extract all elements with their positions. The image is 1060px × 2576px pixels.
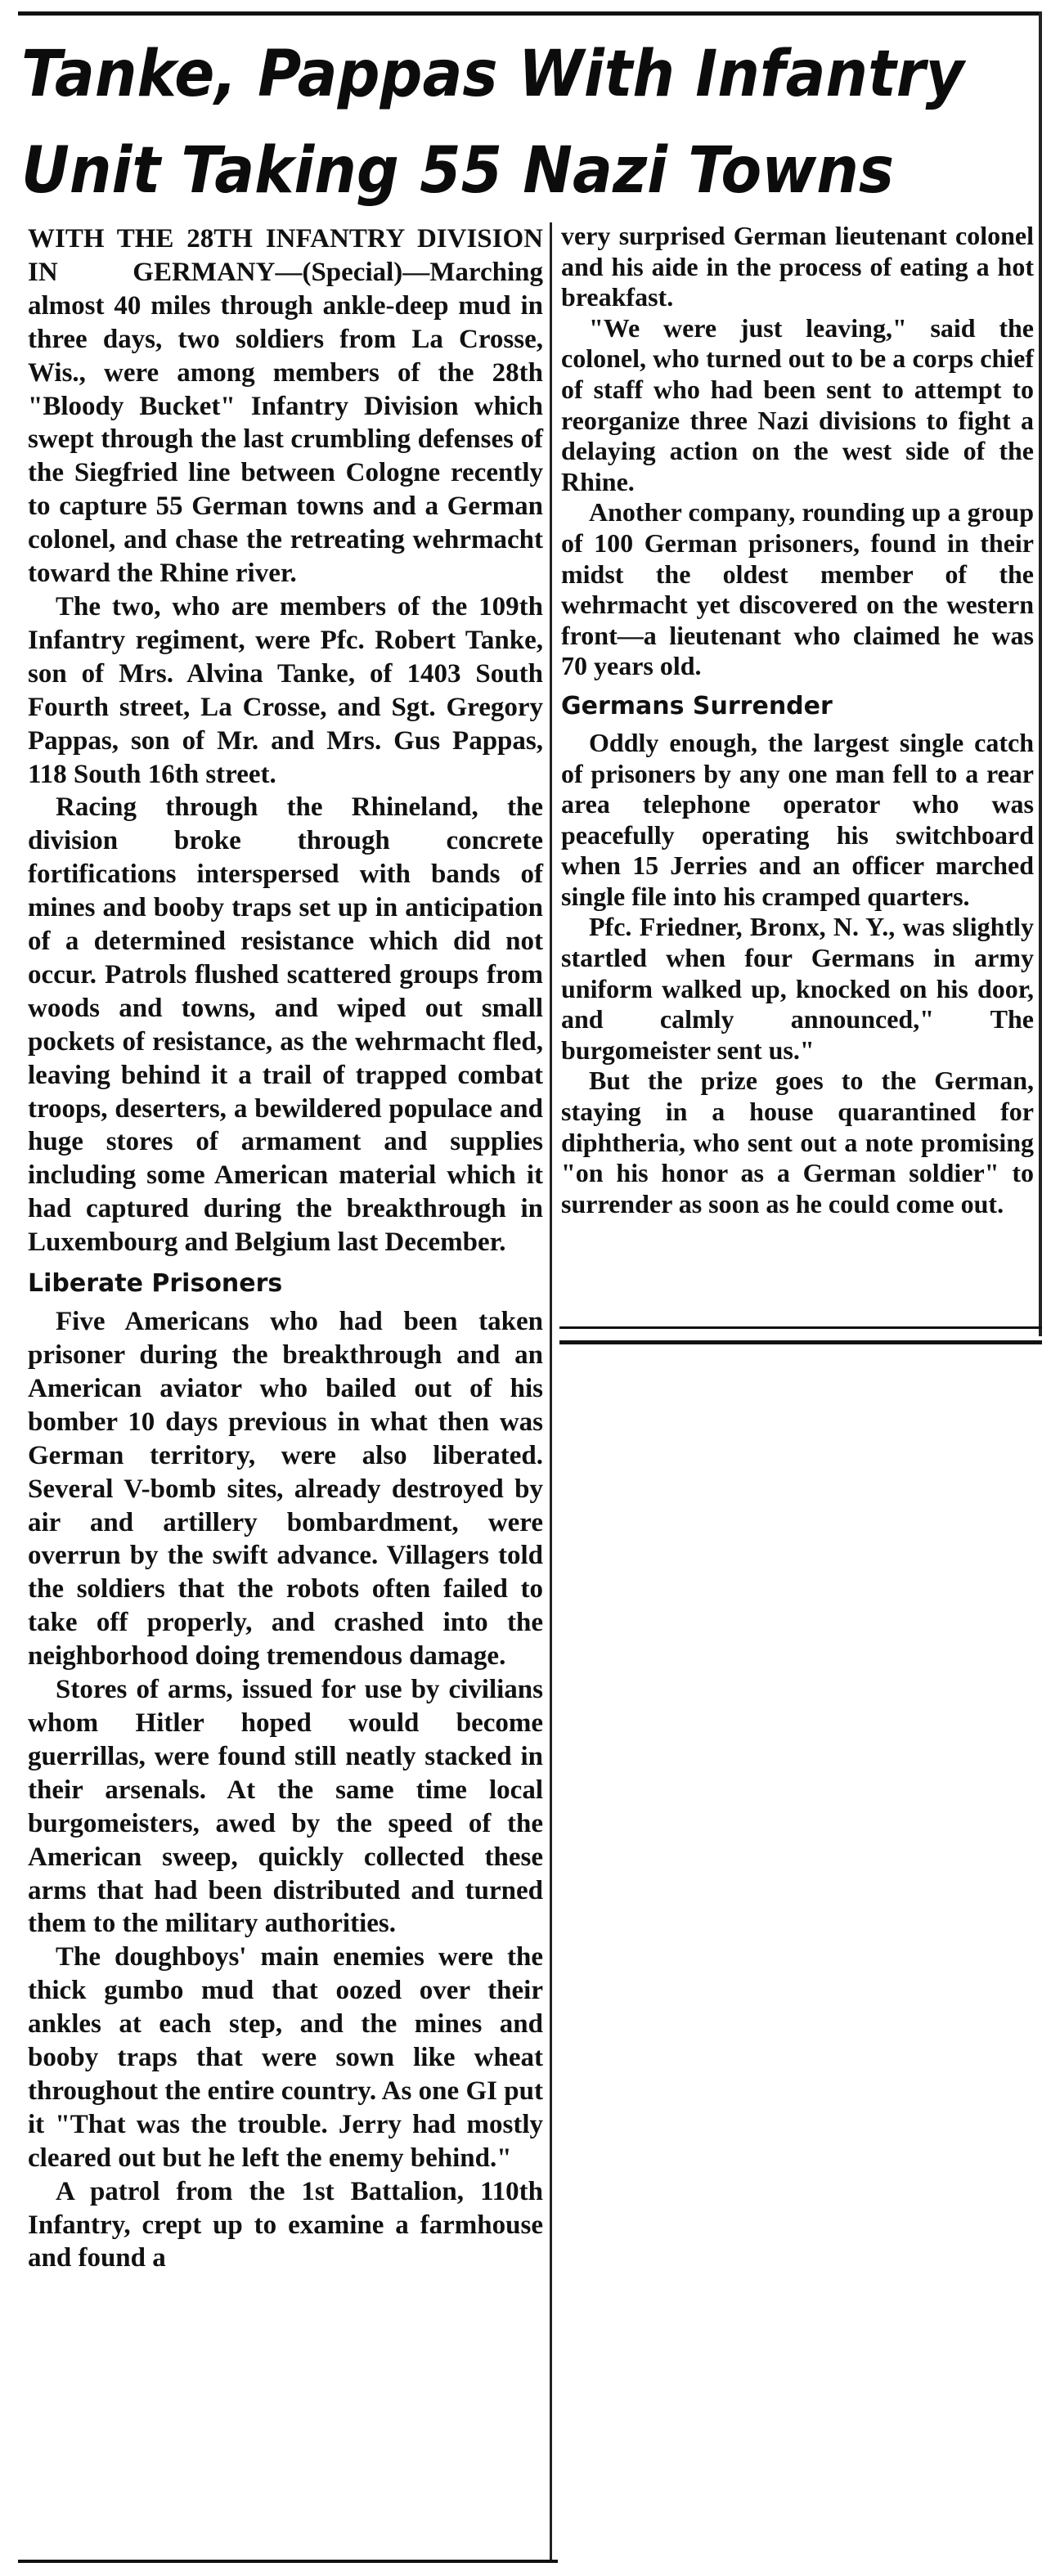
headline-line-2: Unit Taking 55 Nazi Towns	[21, 134, 895, 208]
article-end-rule	[559, 1326, 1042, 1344]
paragraph: A patrol from the 1st Battalion, 110th Infantry, crept up to examine a farmhouse and found a	[28, 2176, 543, 2273]
paragraph: Five Americans who had been taken prisoner during the breakthrough and an American aviator who bailed out of his bomber 10 days previous in what then was German territory, were also liberated. Several V-bomb sites, already destroyed by air and artillery bombardment, were overrun by the swift advance. Villagers told the soldiers that the robots often failed to take off properly, and crashed into the neighborhood doing tremendous damage.	[28, 1307, 543, 1672]
paragraph: very surprised German lieutenant colonel and his aide in the process of eating a hot breakfast.	[561, 221, 1034, 312]
headline-line-1: Tanke, Pappas With Infantry	[21, 38, 964, 111]
newspaper-clipping	[18, 11, 1042, 2565]
paragraph: Pfc. Friedner, Bronx, N. Y., was slightly startled when four Germans in army uniform walked up, knocked on his door, and calmly announced," The burgomeister sent us."	[561, 912, 1034, 1065]
paragraph: Oddly enough, the largest single catch of prisoners by any one man fell to a rear area telephone operator who was peacefully operating his switchboard when 15 Jerries and an officer marched single file into his cramped quarters.	[561, 727, 1034, 911]
paragraph: "We were just leaving," said the colonel, who turned out to be a corps chief of staff who had been sent to attempt to reorganize three Nazi divisions to fight a delaying action on the west side of the Rhine.	[561, 312, 1034, 496]
subheading-liberate-prisoners: Liberate Prisoners	[28, 1269, 283, 1299]
paragraph: Racing through the Rhineland, the division broke through concrete fortifications interspersed with bands of mines and booby traps set up in anticipation of a determined resistance which did not occur. Patrols flushed scattered groups from woods and towns, and wiped out small pockets of resistance, as the wehrmacht fled, leaving behind it a trail of trapped combat troops, deserters, a bewildered populace and huge stores of armament and supplies including some American material which it had captured during the breakthrough in Luxembourg and Belgium last December.	[28, 792, 543, 1258]
paragraph: The doughboys' main enemies were the thick gumbo mud that oozed over their ankles at each step, and the mines and booby traps that were sown like wheat throughout the entire country. As one GI put it "That was the trouble. Jerry had mostly cleared out but he left the enemy behind."	[28, 1942, 543, 2173]
paragraph: WITH THE 28TH INFANTRY DIVISION IN GERMANY—(Special)—Marching almost 40 miles through ankle-deep mud in three days, two soldiers from La Crosse, Wis., were among members of the 28th "Bloody Bucket" Infantry Division which swept through the last crumbling defenses of the Siegfried line between Cologne recently to capture 55 German towns and a German colonel, and chase the retreating wehrmacht toward the Rhine river.	[28, 224, 543, 589]
bottom-rule	[18, 2560, 558, 2563]
paragraph: But the prize goes to the German, staying in a house quarantined for diphtheria, who sent out a note promising "on his honor as a German soldier" to surrender as soon as he could come out.	[561, 1066, 1034, 1218]
left-column	[28, 222, 543, 2275]
top-rule	[18, 11, 1042, 16]
headline	[21, 26, 964, 219]
column-divider	[550, 222, 552, 2560]
paragraph: The two, who are members of the 109th Infantry regiment, were Pfc. Robert Tanke, son of Mrs. Alvina Tanke, of 1403 South Fourth street, La Crosse, and Sgt. Gregory Pappas, son of Mr. and Mrs. Gus Pappas, 118 South 16th street.	[28, 591, 543, 789]
right-edge-rule	[1039, 11, 1042, 1336]
paragraph: Stores of arms, issued for use by civilians whom Hitler hoped would become guerrillas, were found still neatly stacked in their arsenals. At the same time local burgomeisters, awed by the speed of the American sweep, quickly collected these arms that had been distributed and turned them to the military authorities.	[28, 1675, 543, 1939]
paragraph: Another company, rounding up a group of 100 German prisoners, found in their midst the oldest member of the wehrmacht yet discovered on the western front—a lieutenant who claimed he was 70 years old.	[561, 497, 1034, 681]
right-column	[561, 221, 1034, 1219]
subheading-germans-surrender: Germans Surrender	[561, 691, 833, 720]
